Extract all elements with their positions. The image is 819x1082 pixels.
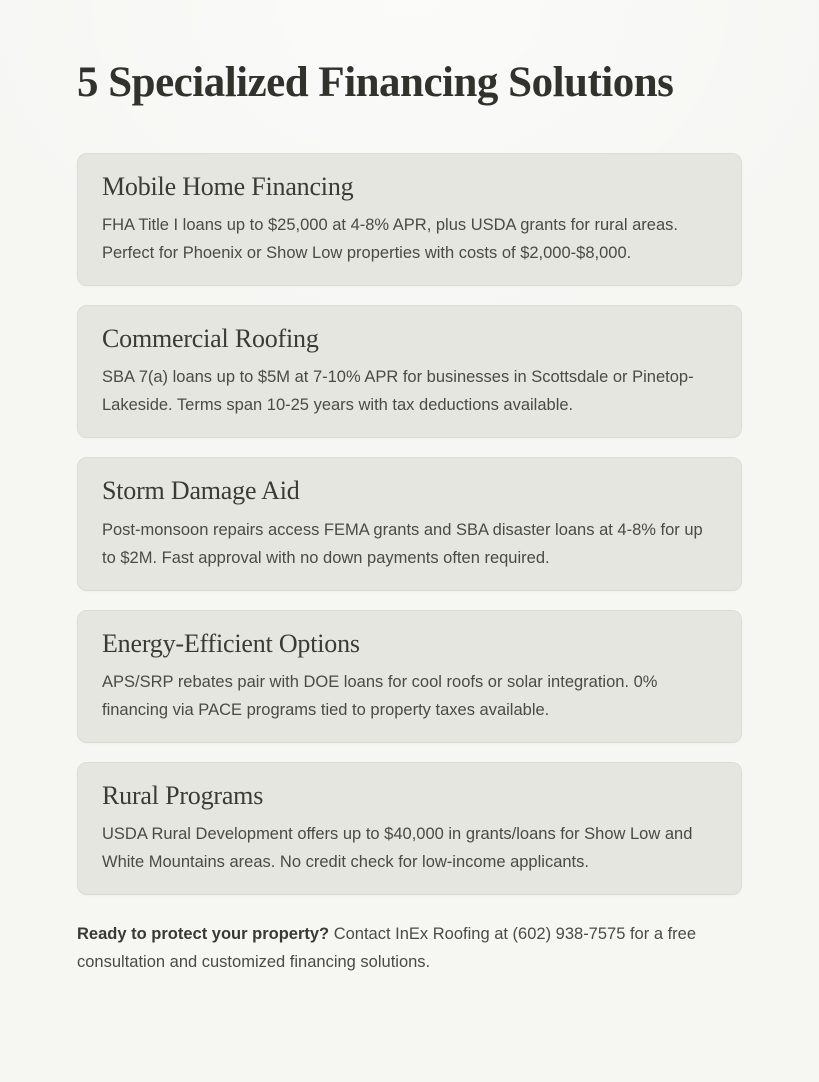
card-energy-efficient-options bbox=[77, 610, 742, 743]
card-body: APS/SRP rebates pair with DOE loans for cool roofs or solar integration. 0% financing via PACE programs tied to property taxes available. bbox=[102, 672, 658, 719]
card-heading: Mobile Home Financing bbox=[102, 171, 354, 201]
card-commercial-roofing bbox=[77, 305, 742, 438]
card-body: USDA Rural Development offers up to $40,000 in grants/loans for Show Low and White Mountains areas. No credit check for low-income applicants. bbox=[102, 825, 693, 872]
card-body: SBA 7(a) loans up to $5M at 7-10% APR for businesses in Scottsdale or Pinetop-Lakeside. Terms span 10-25 years with tax deductions available. bbox=[102, 368, 694, 415]
card-heading: Commercial Roofing bbox=[102, 324, 319, 353]
card-storm-damage-aid bbox=[77, 457, 742, 590]
footer-cta bbox=[77, 920, 742, 976]
footer-cta-lead: Ready to protect your property? bbox=[77, 925, 330, 944]
page-title: 5 Specialized Financing Solutions bbox=[77, 59, 674, 106]
footer-cta-rest: Contact InEx Roofing at (602) 938-7575 for a free consultation and customized financing solutions. bbox=[77, 925, 697, 972]
card-heading: Rural Programs bbox=[102, 780, 264, 810]
card-heading: Storm Damage Aid bbox=[102, 476, 300, 506]
card-body: Post-monsoon repairs access FEMA grants and SBA disaster loans at 4-8% for up to $2M. Fast approval with no down payments often required. bbox=[102, 520, 703, 567]
card-mobile-home-financing bbox=[77, 153, 742, 286]
card-rural-programs bbox=[77, 762, 742, 895]
card-body: FHA Title I loans up to $25,000 at 4-8% APR, plus USDA grants for rural areas. Perfect for Phoenix or Show Low properties with costs of $2,000-$8,000. bbox=[102, 216, 678, 262]
card-heading: Energy-Efficient Options bbox=[102, 628, 360, 658]
content-container bbox=[77, 58, 742, 976]
